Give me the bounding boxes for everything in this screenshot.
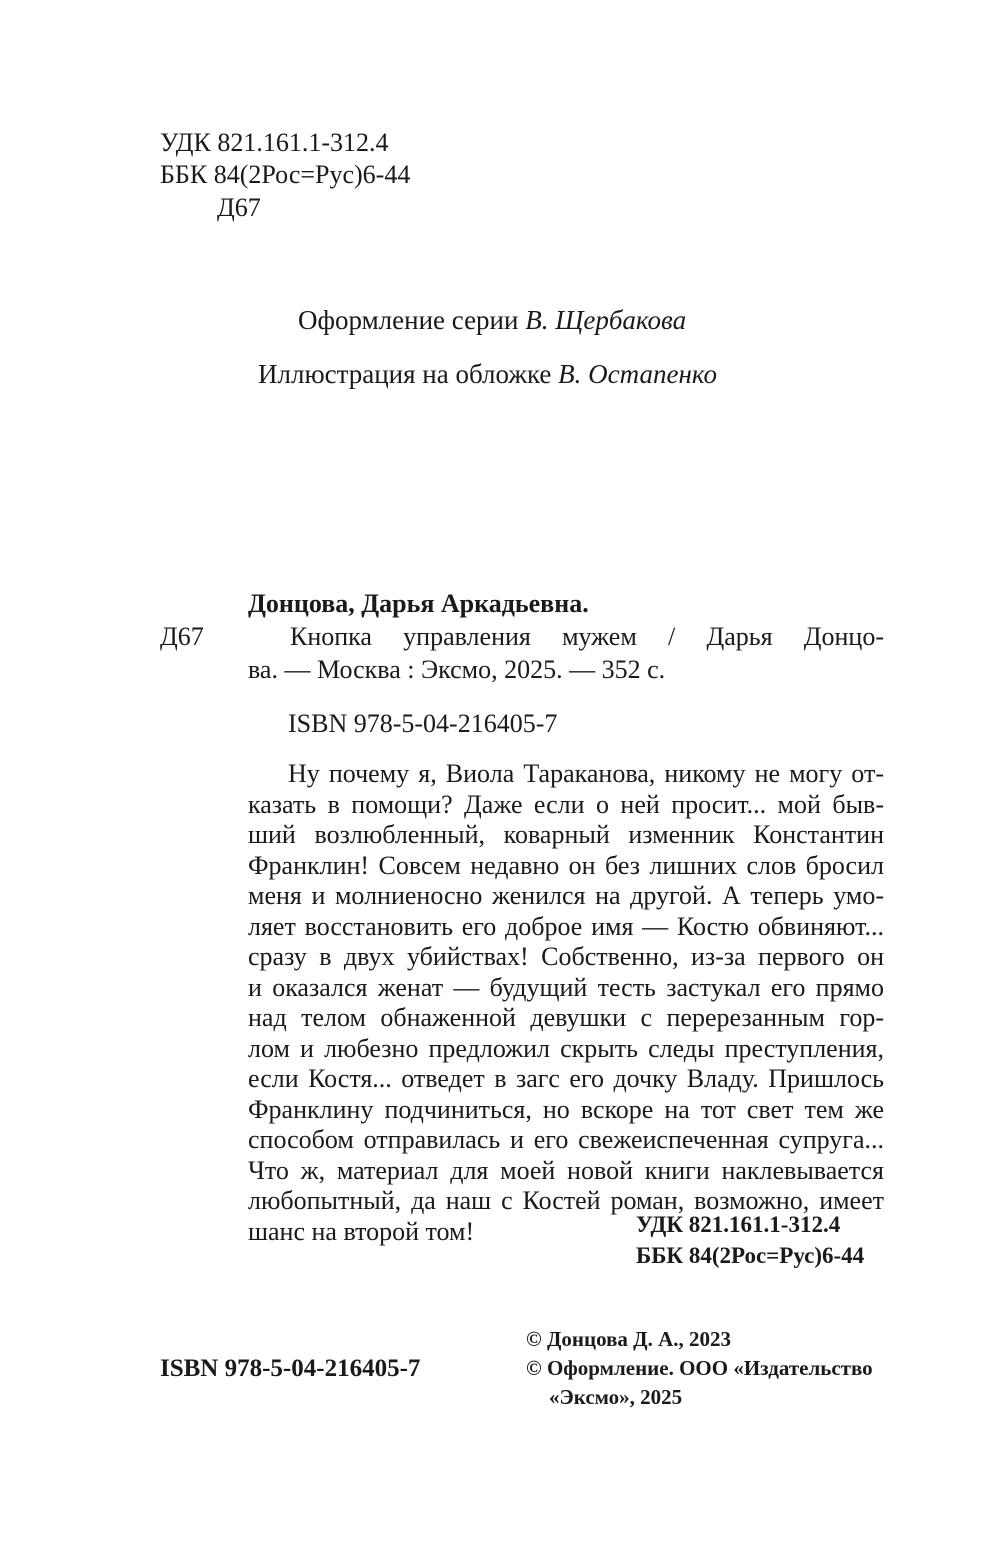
title-description-line: ва. — Москва : Эксмо, 2025. — 352 с. xyxy=(248,655,666,684)
annotation-line: казать в помощи? Даже если о ней просит... мой быв- xyxy=(248,789,884,819)
series-design-name: В. Щербакова xyxy=(525,305,687,335)
copyright-design-continued: «Эксмо», 2025 xyxy=(549,1385,683,1409)
cover-illustration-name: В. Остапенко xyxy=(558,359,717,389)
annotation-line: Франклин! Совсем недавно он без лишних слов бросил xyxy=(248,850,884,880)
author-sign: Д67 xyxy=(217,193,261,222)
annotation-line: шанс на второй том! xyxy=(248,1216,475,1246)
cover-illustration-label: Иллюстрация на обложке xyxy=(258,359,552,389)
copyright-design: © Оформление. ООО «Издательство xyxy=(526,1356,873,1380)
cover-illustration-credit xyxy=(258,358,717,390)
author-heading: Донцова, Дарья Аркадьевна. xyxy=(248,589,589,618)
series-design-label: Оформление серии xyxy=(298,305,519,335)
annotation-line: над телом обнаженной девушки с перерезанным гор- xyxy=(248,1003,884,1032)
annotation-line: любопытный, да наш с Костей роман, возможно, имеет xyxy=(248,1186,884,1215)
entry-author-sign: Д67 xyxy=(160,622,204,651)
annotation-line: Франклину подчиниться, но вскоре на тот свет тем же xyxy=(248,1094,884,1124)
bbk-code: ББК 84(2Рос=Рус)6-44 xyxy=(160,160,411,189)
annotation-line: если Костя... отведет в загс его дочку Владу. Пришлось xyxy=(248,1064,884,1093)
annotation-line: Ну почему я, Виола Тараканова, никому не могу от- xyxy=(288,759,884,788)
annotation-line: меня и молниеносно женился на другой. А теперь умо- xyxy=(248,881,884,910)
annotation-line: способом отправилась и его свежеиспеченная супруга... xyxy=(248,1125,884,1154)
annotation-line: сразу в двух убийствах! Собственно, из-за первого он xyxy=(248,942,884,971)
annotation-line: ший возлюбленный, коварный изменник Константин xyxy=(248,820,884,849)
annotation-line: Что ж, материал для моей новой книги наклевывается xyxy=(248,1155,884,1185)
annotation xyxy=(248,759,884,1247)
udk-code-bottom: УДК 821.161.1-312.4 xyxy=(636,1212,841,1237)
series-design-credit xyxy=(298,304,686,336)
footer-isbn: ISBN 978-5-04-216405-7 xyxy=(160,1355,421,1382)
annotation-line: лом и любезно предложил скрыть следы преступления, xyxy=(248,1033,884,1063)
udk-code: УДК 821.161.1-312.4 xyxy=(160,128,389,157)
title-description-line: Кнопка управления мужем / Дарья Донцо- xyxy=(290,622,884,651)
entry-isbn: ISBN 978-5-04-216405-7 xyxy=(288,709,558,738)
annotation-line: и оказался женат — будущий тесть застукал его прямо xyxy=(248,972,884,1002)
copyright-author: © Донцова Д. А., 2023 xyxy=(526,1327,732,1351)
bbk-code-bottom: ББК 84(2Рос=Рус)6-44 xyxy=(636,1243,865,1268)
annotation-line: ляет восстановить его доброе имя — Костю обвиняют... xyxy=(248,911,884,941)
